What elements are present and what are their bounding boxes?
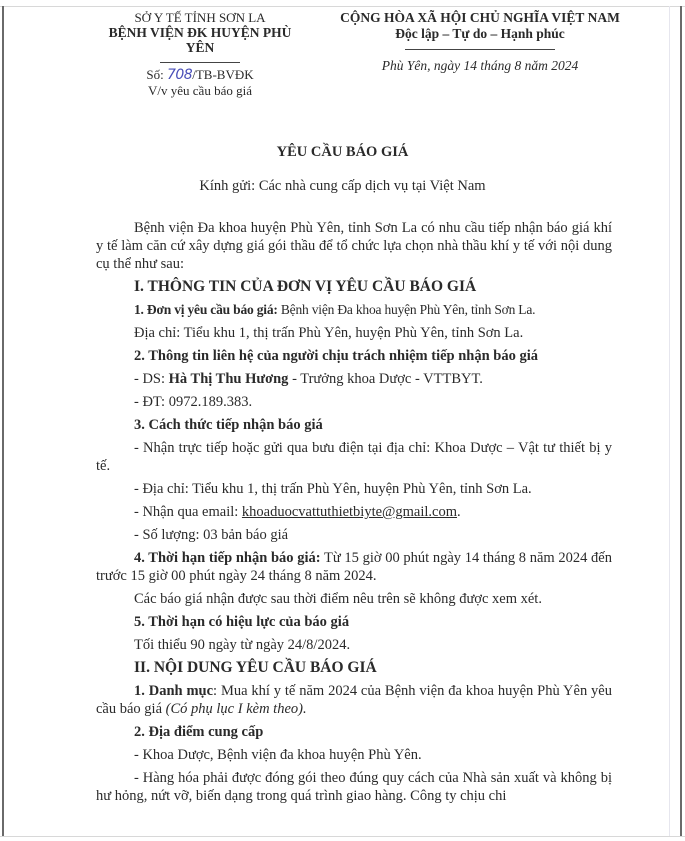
document-subject: V/v yêu cầu báo giá xyxy=(148,83,252,98)
department-name: SỞ Y TẾ TỈNH SƠN LA xyxy=(134,10,266,25)
document-number-suffix: /TB-BVĐK xyxy=(192,67,254,82)
requesting-unit xyxy=(96,301,612,319)
issuer-block xyxy=(95,10,305,98)
page-border-right xyxy=(680,6,682,836)
catalog-label: 1. Danh mục xyxy=(134,683,214,699)
deadline-label: 4. Thời hạn tiếp nhận báo giá: xyxy=(134,550,321,566)
requesting-unit-value: Bệnh viện Đa khoa huyện Phù Yên, tỉnh Sơn La. xyxy=(277,302,536,317)
contact-title: - Trưởng khoa Dược - VTTBYT. xyxy=(288,371,483,387)
validity-heading: 5. Thời hạn có hiệu lực của báo giá xyxy=(134,614,350,630)
quote-quantity: - Số lượng: 03 bản báo giá xyxy=(134,527,289,543)
receive-direct: - Nhận trực tiếp hoặc gửi qua bưu điện tại địa chỉ: Khoa Dược – Vật tư thiết bị y tế. xyxy=(96,440,612,474)
email-prefix: - Nhận qua email: xyxy=(134,504,242,520)
catalog-value: : Mua khí y tế năm 2024 của Bệnh viện đa khoa huyện Phù Yên yêu cầu báo giá xyxy=(96,683,612,717)
requesting-unit-label: 1. Đơn vị yêu cầu báo giá: xyxy=(134,302,278,317)
late-note: Các báo giá nhận được sau thời điểm nêu trên sẽ không được xem xét. xyxy=(134,591,542,607)
hospital-name: BỆNH VIỆN ĐK HUYỆN PHÙ YÊN xyxy=(108,25,292,55)
validity-value: Tối thiểu 90 ngày từ ngày 24/8/2024. xyxy=(134,637,351,653)
catalog-note: (Có phụ lục I kèm theo). xyxy=(165,701,307,717)
section-2-heading: II. NỘI DUNG YÊU CẦU BÁO GIÁ xyxy=(134,659,377,676)
intro-paragraph: Bệnh viện Đa khoa huyện Phù Yên, tỉnh Sơn La có nhu cầu tiếp nhận báo giá khí y tế làm căn cứ xây dựng giá gói thầu để tổ chức lựa chọn nhà thầu khí y tế với nội dung cụ thể như sau: xyxy=(96,220,612,272)
contact-phone: - ĐT: 0972.189.383. xyxy=(134,394,253,410)
national-header xyxy=(300,10,660,74)
deadline-value: Từ 15 giờ 00 phút ngày 14 tháng 8 năm 2024 đến trước 15 giờ 00 phút ngày 24 tháng 8 năm 2024. xyxy=(96,550,612,584)
receive-address: - Địa chỉ: Tiểu khu 1, thị trấn Phù Yên, huyện Phù Yên, tỉnh Sơn La. xyxy=(134,481,532,497)
email-suffix: . xyxy=(457,504,461,520)
page-border-top xyxy=(0,6,685,7)
delivery-location: - Khoa Dược, Bệnh viện đa khoa huyện Phù Yên. xyxy=(134,747,422,763)
packaging-requirement: - Hàng hóa phải được đóng gói theo đúng quy cách của Nhà sản xuất và không bị hư hỏng, nứt vỡ, biến dạng trong quá trình giao hàng. Công ty chịu chi xyxy=(96,770,612,804)
document-title: YÊU CẦU BÁO GIÁ xyxy=(276,144,409,160)
deadline xyxy=(96,549,612,585)
page-edge-right xyxy=(669,6,670,836)
page-border-bottom xyxy=(0,836,685,837)
place-date: Phù Yên, ngày 14 tháng 8 năm 2024 xyxy=(381,58,579,73)
nation-name: CỘNG HÒA XÃ HỘI CHỦ NGHĨA VIỆT NAM xyxy=(340,10,620,25)
receive-email xyxy=(96,503,612,521)
national-motto: Độc lập – Tự do – Hạnh phúc xyxy=(395,26,565,41)
section-1-heading: I. THÔNG TIN CỦA ĐƠN VỊ YÊU CẦU BÁO GIÁ xyxy=(134,278,477,295)
issuer-divider xyxy=(160,62,240,63)
page-border-left xyxy=(2,6,4,836)
delivery-location-heading: 2. Địa điểm cung cấp xyxy=(134,724,264,740)
receiving-method-heading: 3. Cách thức tiếp nhận báo giá xyxy=(134,417,323,433)
document-number xyxy=(95,67,305,83)
document-number-prefix: Số: xyxy=(146,67,164,82)
requesting-unit-address: Địa chỉ: Tiểu khu 1, thị trấn Phù Yên, huyện Phù Yên, tỉnh Sơn La. xyxy=(134,325,524,341)
greeting: Kính gửi: Các nhà cung cấp dịch vụ tại Việt Nam xyxy=(199,178,486,194)
handwritten-number: 708 xyxy=(166,67,193,83)
contact-heading: 2. Thông tin liên hệ của người chịu trách nhiệm tiếp nhận báo giá xyxy=(134,348,539,364)
email-link[interactable]: khoaduocvattuthietbiyte@gmail.com xyxy=(241,504,458,520)
catalog xyxy=(96,682,612,718)
motto-divider xyxy=(405,49,555,50)
contact-prefix: - DS: xyxy=(134,371,169,387)
document-body xyxy=(96,219,612,805)
contact-name: Hà Thị Thu Hương xyxy=(168,371,289,387)
contact-person xyxy=(96,370,612,388)
